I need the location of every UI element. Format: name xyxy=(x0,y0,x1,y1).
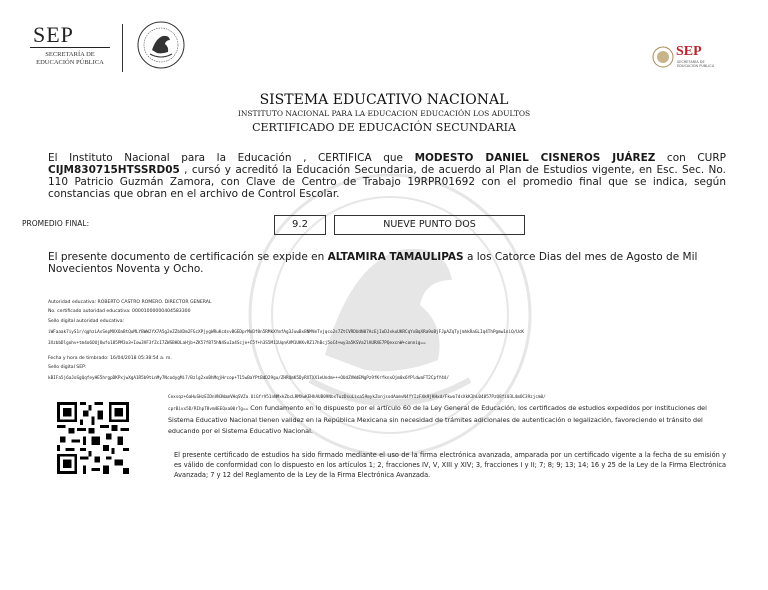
sep-logo-subtitle: SECRETARÍA DE EDUCACIÓN PÚBLICA xyxy=(36,51,104,66)
final-grade-words: NUEVE PUNTO DOS xyxy=(334,215,525,235)
student-curp: CIJM830715HTSSRD05 xyxy=(48,164,180,176)
sep-logo-right: SEP xyxy=(676,44,702,59)
seal-label: Sello digital autoridad educativa: xyxy=(48,319,125,324)
issue-place: ALTAMIRA TAMAULIPAS xyxy=(327,251,464,263)
qr-code-icon xyxy=(57,402,129,474)
final-grade-value: 9.2 xyxy=(274,215,326,235)
authority-line: Autoridad educativa: ROBERTO CASTRO ROMERO. DIRECTOR GENERAL xyxy=(48,300,212,305)
certification-paragraph: El Instituto Nacional para la Educación , CERTIFICA que MODESTO DANIEL CISNEROS JUÁREZ con CURP CIJM830715HTSSRD05 , cursó y acreditó la Educación Secundaria, de acuerdo al Plan de Estudios vigente, en Esc. Sec. No. 110 Patricio Guzmán Zamora, con Clave de Centro de Trabajo 19RPR01692 con el promedio final que se indica, según constancias que obran en el archivo de Control Escolar. xyxy=(48,152,726,200)
electronic-signature-text: El presente certificado de estudios ha sido firmado mediante el uso de la firma electrónica avanzada, amparada por un certificado vigente a la fecha de su emisión y es válido de conformidad con lo dispuesto en los artículos 1; 2, fracciones IV, V, XIII y XIV; 3, fracciones I y II; 7; 8; 9; 13; 14; 16 y 25 de la Ley de la Firma Electrónica Avanzada; 7 y 12 del Reglamento de la Ley de la Firma Electrónica Avanzada. xyxy=(174,451,726,479)
header-vertical-divider xyxy=(122,24,123,72)
page-title: SISTEMA EDUCATIVO NACIONAL xyxy=(259,92,509,108)
sep-logo-text: SEP xyxy=(33,22,74,47)
student-name: MODESTO DANIEL CISNEROS JUÁREZ xyxy=(414,152,656,164)
mexican-coat-of-arms-icon xyxy=(136,20,186,70)
stamp-datetime: Fecha y hora de timbrado: 16/04/2018 05:38:54 a. m. xyxy=(48,356,172,361)
sep-logo-divider xyxy=(30,47,110,48)
sep-digital-seal: kBIFa5j6aJoSgQqfeyHE5hrgpDKPxjwXgA1R5b9tLnMy7NcodygMi7/Bzlg2xoBhMqjHrcop+T15wBaYPtBdD29gu/ZHRQmK5DyRXTXX1eUndm+++OUdZVWdEMgPz9fKrfknxOjm0x6YPldwaFT2CpfY44/ xyxy=(48,376,449,381)
legal-foundation-text: Cexsqz+6aHuSHzEIDnVN3WamVHqSVZa UiGfrV51nNMxkZbcLRMXwKEHhAUB09NbsTuzDsuLica59mykZonjsodAamvN4YYIzFXk9jKHxd/Fkwo7dsXkK3hL04857PzQ8fi03L4mOC39zjcm0/ cprBivx5D/RIhpT8vm4EEQxa00rTg== Con fundamento en lo dispuesto por el artículo 60 de la Ley General de Educación, los certificados de estudios expedidos por instituciones del Sistema Educativo Nacional tienen validez en la República Mexicana sin necesidad de trámites adicionales de autenticación o legalización, favoreciendo el tránsito del educando por el Sistema Educativo Nacional. xyxy=(168,395,707,435)
sep-seal-icon xyxy=(652,46,674,68)
final-grade-label: PROMEDIO FINAL: xyxy=(22,219,90,228)
sep-logo-right-subtitle: SECRETARÍA DE EDUCACIÓN PÚBLICA xyxy=(677,60,715,68)
sep-seal-label: Sello digital SEP: xyxy=(48,365,87,370)
institute-name: INSTITUTO NACIONAL PARA LA EDUCACION EDUCACIÓN LOS ADULTOS xyxy=(237,109,531,118)
certificate-title: CERTIFICADO DE EDUCACIÓN SECUNDARIA xyxy=(252,121,516,134)
authority-digital-seal: iWFaaak7iyS1r/qghzLAsSepMVXOaBtQuMLYBWW2YX7A5g2eZZbXDm2FGcXPjygWRuKcdsvBGEDprMnDf8n5RMkXYmfAg3JuwBxBNMVmTvjqco2s7ZtCVRDUdN07AcEjIoDJxkuUKRCqYxBqXRa9oBjFJpAZqTyjmhkRaGLIq4ThPgmw1niQ/UcK 3XzbbDlgohv+tm4o6OUjOwfo185PM3o3+Iow3VF3fZcI7ZWSBHDLaHjb+ZK57fB75hN4SuIa4Scje+C5f+h3S5M11UqnAVM1UKKvRZ17hBcj5oC4+wy3a5KSVa2lAURXE7PQexcnW+connig== xyxy=(48,330,524,346)
issue-paragraph: El presente documento de certificación se expide en ALTAMIRA TAMAULIPAS a los Catorce Dias del mes de Agosto de Mil Novecientos Noventa y Ocho. xyxy=(48,251,698,275)
certificate-number: No. certificado autoridad educativa: 00001000000404583300 xyxy=(48,309,191,314)
